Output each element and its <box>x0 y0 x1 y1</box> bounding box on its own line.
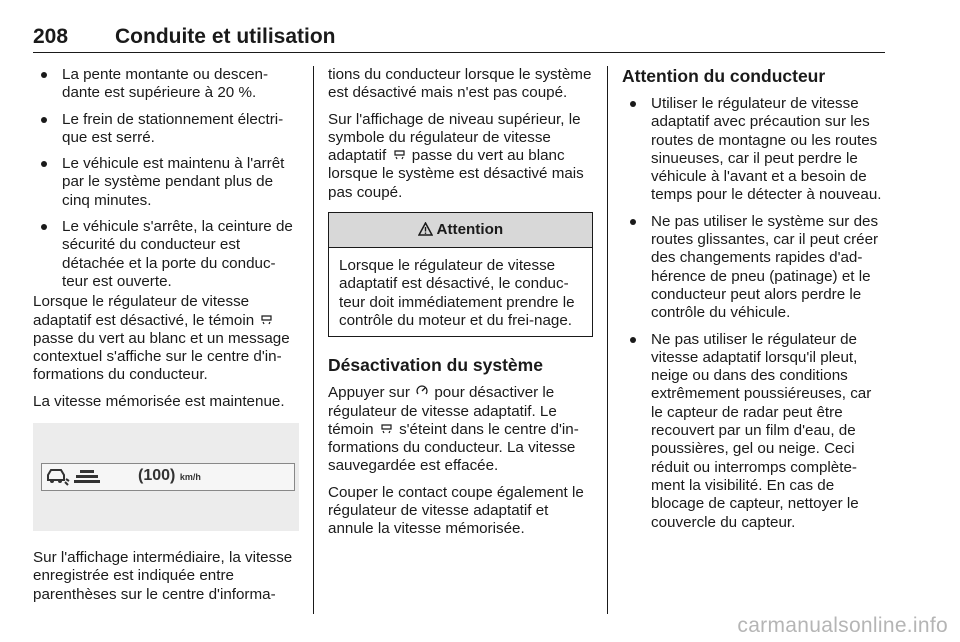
warning-triangle-icon <box>418 221 437 238</box>
list-item: Ne pas utiliser le système sur des routes glissantes, car il peut créer des changements rapides d'ad-hérence de pneu (patinage) et le conducteur peut alors perdre le contrôle du véhicule. <box>622 213 887 323</box>
section-heading: Attention du conducteur <box>622 66 826 86</box>
list-item: Ne pas utiliser le régulateur de vitesse adaptatif lorsqu'il pleut, neige ou dans des conditions extrêmement poussiéreuses, car le capteur de radar peut être recouvert par un film d'eau, de poussières, gel ou neige. Ceci réduit ou interromps complète-ment la visibilité. En cas de blocage de capteur, nettoyer le couvercle du capteur. <box>622 331 887 532</box>
page-title: Conduite et utilisation <box>115 25 336 48</box>
paragraph <box>328 111 593 202</box>
text: Sur l'affichage de niveau supérieur, le symbole du régulateur de vitesse adaptatif <box>328 110 581 165</box>
list-item: Utiliser le régulateur de vitesse adaptatif avec précaution sur les routes de montagne ou les routes sinueuses, car il peut perdre le véhicule à l'avant et a besoin de temps pour le détecter à nouveau. <box>622 95 887 205</box>
list-item: La pente montante ou descen-dante est supérieure à 20 %. <box>33 66 299 103</box>
list-item: Le frein de stationnement électri-que est serré. <box>33 111 299 148</box>
text: pour désactiver le régulateur de vitesse adaptatif. Le témoin <box>328 384 557 438</box>
column-1 <box>33 66 299 612</box>
page-header <box>33 26 885 53</box>
adaptive-cruise-car-icon <box>258 312 275 330</box>
display-illustration <box>33 423 299 531</box>
speed-readout <box>138 467 201 486</box>
cluster-display <box>41 463 295 491</box>
column-2 <box>328 66 593 547</box>
speed-unit: km/h <box>179 472 201 483</box>
paragraph: Sur l'affichage intermédiaire, la vitesse enregistrée est indiquée entre parenthèses sur le centre d'informa- <box>33 549 293 603</box>
page-number: 208 <box>33 25 69 48</box>
condition-list <box>33 66 299 291</box>
paragraph: La vitesse mémorisée est maintenue. <box>33 392 285 410</box>
text: Appuyer sur <box>328 384 410 402</box>
text: s'éteint dans le centre d'in-formations du conducteur. La vitesse sauvegardée est effacée. <box>328 420 579 475</box>
warning-header <box>329 213 592 248</box>
speed-value: (100) <box>138 467 176 485</box>
list-item: Le véhicule est maintenu à l'arrêt par le système pendant plus de cinq minutes. <box>33 155 299 210</box>
warning-body: Lorsque le régulateur de vitesse adaptatif est désactivé, le conduc-teur doit immédiatement prendre le contrôle du moteur et du frei-nage. <box>339 257 575 329</box>
watermark: carmanualsonline.info <box>737 614 948 637</box>
paragraph: Couper le contact coupe également le régulateur de vitesse adaptatif et annule la vitesse mémorisée. <box>328 483 584 538</box>
adaptive-cruise-car-icon <box>46 468 70 491</box>
text: passe du vert au blanc et un message contextuel s'affiche sur le centre d'in-formations du conducteur. <box>33 329 290 384</box>
column-divider <box>313 66 314 614</box>
paragraph <box>328 384 593 475</box>
attention-list <box>622 95 887 532</box>
distance-bars-icon <box>74 469 100 490</box>
column-3 <box>622 66 887 540</box>
cruise-switch-icon <box>414 384 430 402</box>
text: passe du vert au blanc lorsque le système est désactivé mais pas coupé. <box>328 147 584 201</box>
warning-box <box>328 212 593 337</box>
column-divider <box>607 66 608 614</box>
list-item: Le véhicule s'arrête, la ceinture de sécurité du conducteur est détachée et la porte du conduc-teur est ouverte. <box>33 218 299 291</box>
paragraph: tions du conducteur lorsque le système est désactivé mais n'est pas coupé. <box>328 66 592 102</box>
text: Lorsque le régulateur de vitesse adaptatif est désactivé, le témoin <box>33 293 255 329</box>
adaptive-cruise-car-icon <box>378 421 395 439</box>
section-heading: Désactivation du système <box>328 355 543 376</box>
paragraph <box>33 293 299 384</box>
adaptive-cruise-car-icon <box>391 147 408 165</box>
warning-title: Attention <box>436 221 504 239</box>
